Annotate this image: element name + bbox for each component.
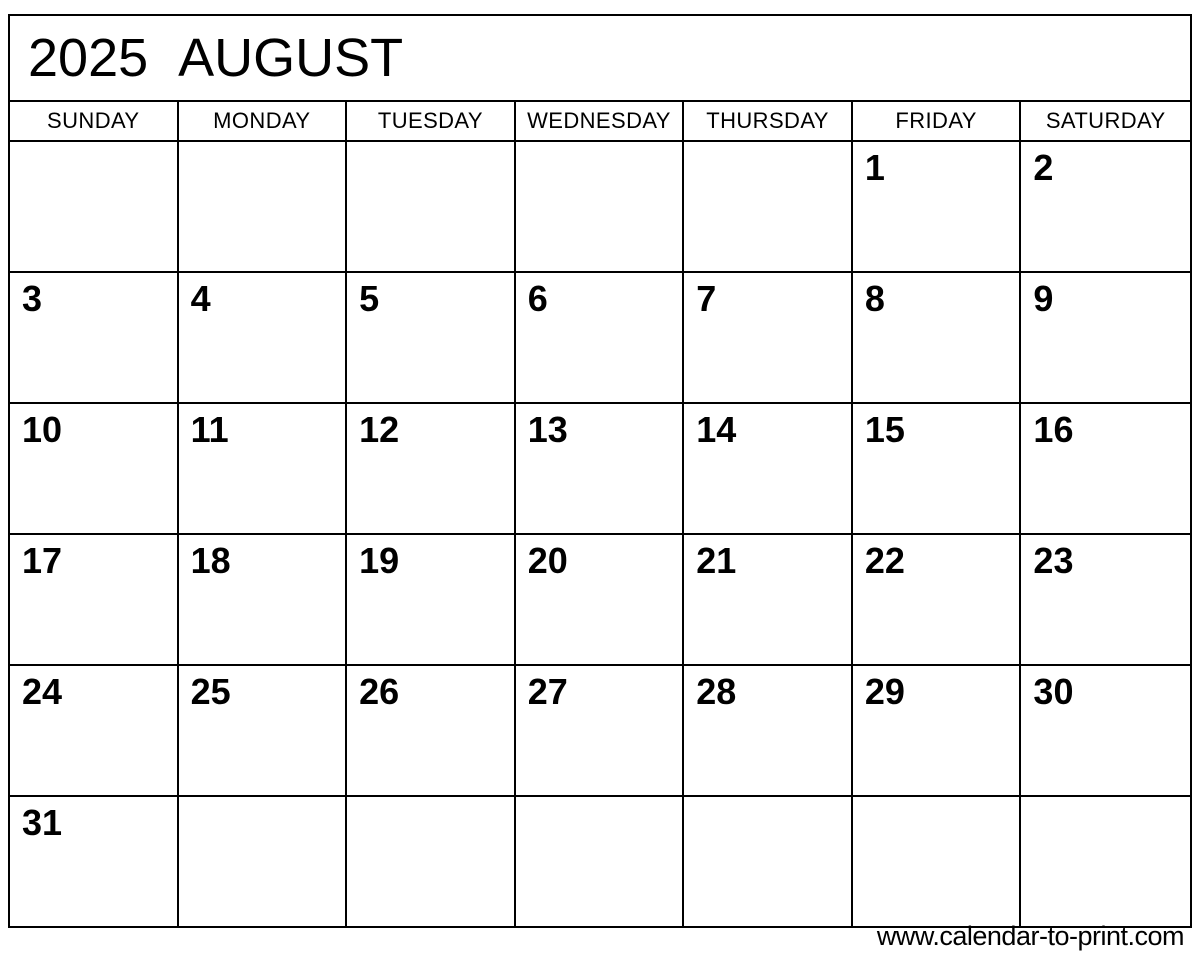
- calendar-week-row: [10, 273, 1190, 404]
- day-cell[interactable]: [179, 404, 348, 533]
- weekday-sunday: SUNDAY: [10, 102, 179, 140]
- day-number: 26: [359, 671, 400, 712]
- day-cell[interactable]: [347, 142, 516, 271]
- day-number: 6: [527, 278, 548, 319]
- day-cell[interactable]: [179, 273, 348, 402]
- day-cell[interactable]: [684, 797, 853, 926]
- day-cell[interactable]: [684, 404, 853, 533]
- calendar-year: 2025: [28, 28, 149, 88]
- day-cell[interactable]: [684, 142, 853, 271]
- day-cell[interactable]: [10, 142, 179, 271]
- day-cell[interactable]: [853, 404, 1022, 533]
- day-cell[interactable]: [684, 535, 853, 664]
- day-cell[interactable]: [347, 273, 516, 402]
- day-number: 10: [22, 409, 63, 450]
- day-number: 11: [190, 409, 229, 450]
- day-number: 31: [22, 802, 63, 843]
- calendar-week-row: [10, 666, 1190, 797]
- day-number: 9: [1033, 278, 1054, 319]
- day-number: 18: [190, 540, 231, 581]
- day-number: 22: [864, 540, 905, 581]
- day-number: 16: [1033, 409, 1074, 450]
- weekday-saturday: SATURDAY: [1021, 102, 1190, 140]
- day-number: 15: [864, 409, 905, 450]
- day-number: 14: [696, 409, 737, 450]
- calendar-title: [10, 16, 1190, 102]
- footer-website: www.calendar-to-print.com: [876, 921, 1184, 951]
- day-cell[interactable]: [347, 404, 516, 533]
- day-cell[interactable]: [516, 535, 685, 664]
- day-number: 19: [359, 540, 400, 581]
- day-number: 7: [696, 278, 717, 319]
- day-cell[interactable]: [516, 273, 685, 402]
- day-cell[interactable]: [853, 797, 1022, 926]
- day-cell[interactable]: [1021, 797, 1190, 926]
- weekday-wednesday: WEDNESDAY: [516, 102, 685, 140]
- day-number: 1: [864, 147, 885, 188]
- day-cell[interactable]: [347, 535, 516, 664]
- day-number: 25: [190, 671, 231, 712]
- calendar-month: AUGUST: [178, 28, 404, 88]
- day-cell[interactable]: [1021, 404, 1190, 533]
- day-cell[interactable]: [10, 535, 179, 664]
- day-cell[interactable]: [1021, 666, 1190, 795]
- day-number: 3: [22, 278, 43, 319]
- day-cell[interactable]: [179, 535, 348, 664]
- day-cell[interactable]: [853, 666, 1022, 795]
- day-number: 2: [1033, 147, 1054, 188]
- calendar-week-row: [10, 535, 1190, 666]
- day-number: 17: [22, 540, 63, 581]
- calendar-weeks: [10, 142, 1190, 926]
- day-number: 29: [864, 671, 905, 712]
- day-cell[interactable]: [10, 404, 179, 533]
- day-cell[interactable]: [1021, 535, 1190, 664]
- day-number: 27: [527, 671, 568, 712]
- day-number: 4: [190, 278, 211, 319]
- day-cell[interactable]: [1021, 142, 1190, 271]
- day-number: 20: [527, 540, 568, 581]
- calendar-week-row: [10, 797, 1190, 926]
- day-cell[interactable]: [179, 797, 348, 926]
- day-number: 28: [696, 671, 737, 712]
- day-number: 24: [22, 671, 63, 712]
- day-cell[interactable]: [10, 797, 179, 926]
- weekday-friday: FRIDAY: [853, 102, 1022, 140]
- day-cell[interactable]: [684, 666, 853, 795]
- day-number: 12: [359, 409, 400, 450]
- day-cell[interactable]: [10, 666, 179, 795]
- weekday-tuesday: TUESDAY: [347, 102, 516, 140]
- day-number: 13: [527, 409, 568, 450]
- calendar-table: [8, 14, 1192, 928]
- weekday-monday: MONDAY: [179, 102, 348, 140]
- weekday-thursday: THURSDAY: [684, 102, 853, 140]
- day-cell[interactable]: [853, 142, 1022, 271]
- day-cell[interactable]: [853, 535, 1022, 664]
- day-cell[interactable]: [516, 666, 685, 795]
- day-cell[interactable]: [516, 142, 685, 271]
- day-number: 5: [359, 278, 380, 319]
- day-cell[interactable]: [347, 666, 516, 795]
- weekday-header-row: [10, 102, 1190, 142]
- day-cell[interactable]: [347, 797, 516, 926]
- calendar-week-row: [10, 404, 1190, 535]
- day-cell[interactable]: [179, 666, 348, 795]
- day-cell[interactable]: [516, 404, 685, 533]
- day-cell[interactable]: [1021, 273, 1190, 402]
- calendar-week-row: [10, 142, 1190, 273]
- day-cell[interactable]: [516, 797, 685, 926]
- day-number: 8: [864, 278, 885, 319]
- day-cell[interactable]: [853, 273, 1022, 402]
- day-number: 23: [1033, 540, 1074, 581]
- day-cell[interactable]: [179, 142, 348, 271]
- day-cell[interactable]: [684, 273, 853, 402]
- day-cell[interactable]: [10, 273, 179, 402]
- day-number: 30: [1033, 671, 1074, 712]
- day-number: 21: [696, 540, 737, 581]
